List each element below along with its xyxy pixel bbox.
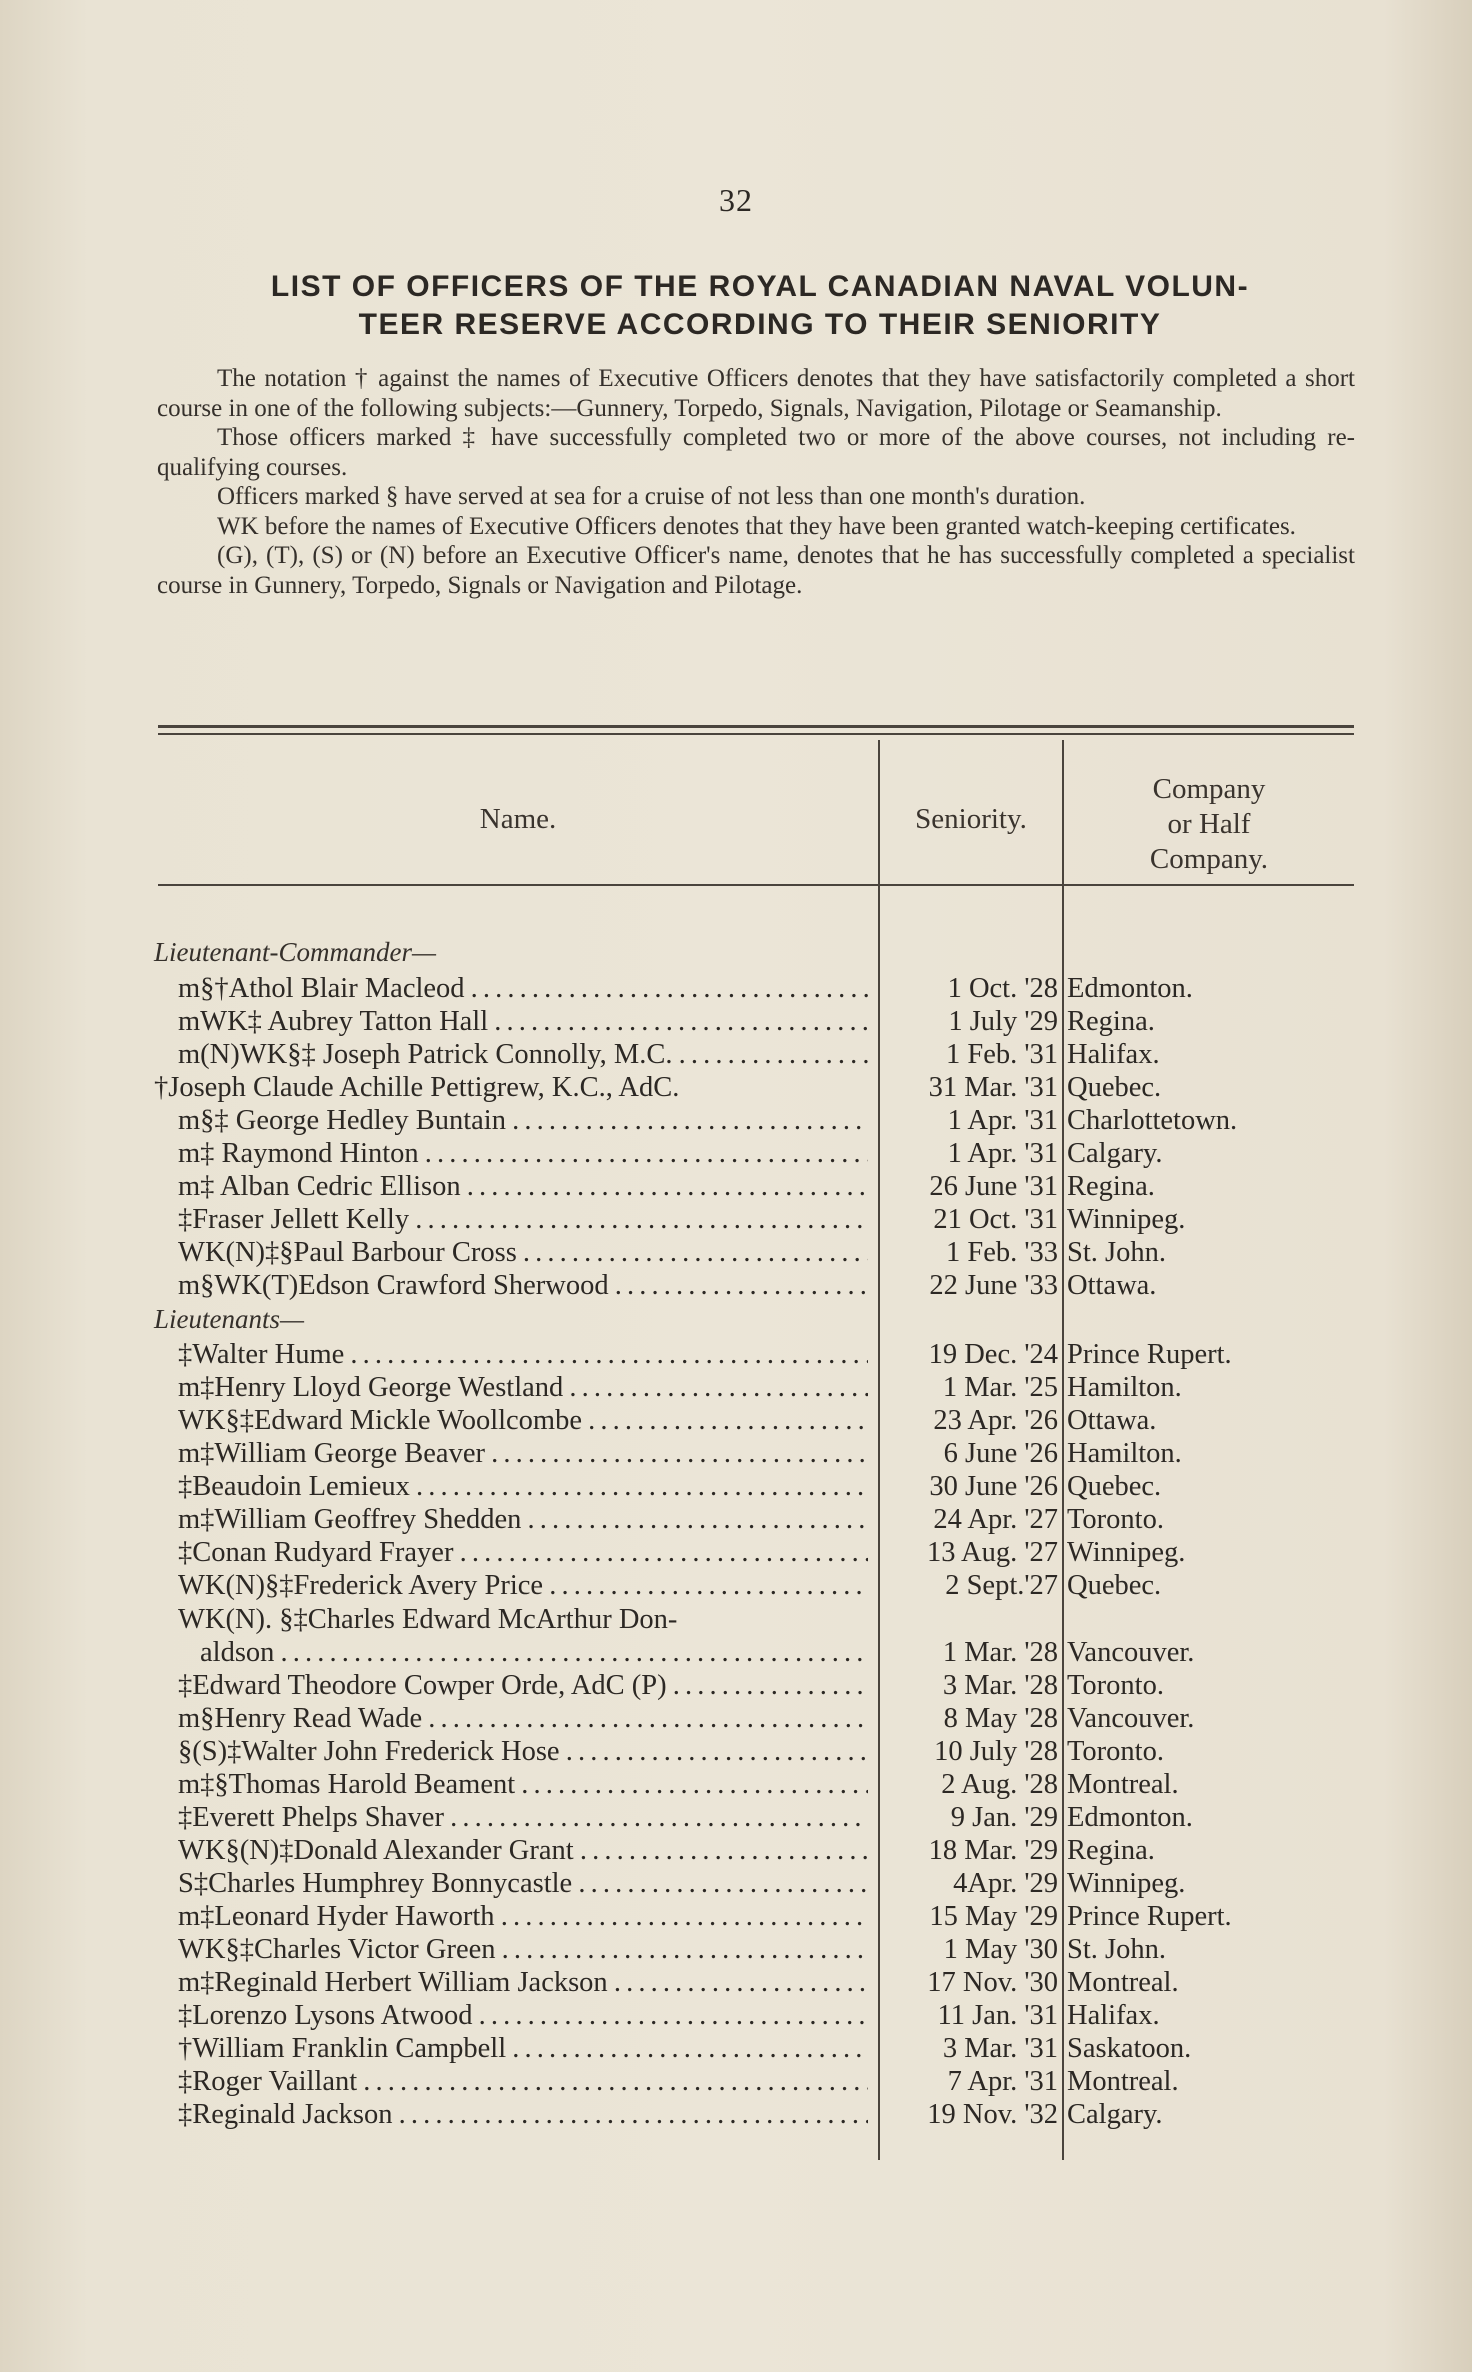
officer-name: ‡Fraser Jellett Kelly . . .	[178, 1203, 868, 1236]
company: Regina.	[1067, 1171, 1155, 1202]
seniority-date: 6 June '26	[943, 1438, 1058, 1469]
seniority-date: 1 May '30	[943, 1934, 1058, 1965]
seniority-date: 1 Oct. '28	[947, 973, 1058, 1004]
officer-name: ‡Roger Vaillant . . .	[178, 2065, 868, 2098]
table-row	[0, 1569, 1472, 1602]
officer-name: m§Henry Read Wade . . .	[178, 1702, 868, 1735]
company: St. John.	[1067, 1237, 1166, 1268]
company: Quebec.	[1067, 1471, 1162, 1502]
seniority-date: 2 Sept.'27	[945, 1570, 1058, 1601]
officer-name: WK§‡Edward Mickle Woollcombe . . .	[178, 1404, 868, 1437]
company: Ottawa.	[1067, 1405, 1157, 1436]
header-company-line: Company.	[1149, 843, 1269, 875]
seniority-date: 21 Oct. '31	[933, 1204, 1058, 1235]
note-paragraph: The notation † against the names of Executive Officers denotes that they have satisfactorily completed a short course in one of the following subjects:—Gunnery, Torpedo, Signals, Navigation, Pilotage or Seamanship.	[157, 365, 1355, 422]
table-top-rule-inner	[158, 733, 1354, 735]
company: Edmonton.	[1067, 973, 1193, 1004]
title-line-1: LIST OF OFFICERS OF THE ROYAL CANADIAN NAVAL VOLUN-	[270, 270, 1250, 303]
seniority-date: 1 Mar. '25	[942, 1372, 1058, 1403]
company: Winnipeg.	[1067, 1537, 1186, 1568]
table-row	[0, 1236, 1472, 1269]
table-row	[0, 1735, 1472, 1768]
officer-name: m‡William Geoffrey Shedden . . .	[178, 1503, 868, 1536]
table-row	[0, 1834, 1472, 1867]
note-paragraph: Those officers marked ‡ have successfully completed two or more of the above courses, not including re-qualifying courses.	[157, 424, 1355, 481]
seniority-date: 1 Mar. '28	[942, 1637, 1058, 1668]
officer-name: ‡Reginald Jackson . . .	[178, 2098, 868, 2131]
seniority-date: 1 July '29	[948, 1006, 1058, 1037]
officer-name: WK(N)§‡Frederick Avery Price . . .	[178, 1569, 868, 1602]
header-name: Name.	[479, 803, 557, 835]
table-row	[0, 1071, 1472, 1104]
company: Ottawa.	[1067, 1270, 1157, 1301]
table-row	[0, 1669, 1472, 1702]
table-row	[0, 1768, 1472, 1801]
officer-name-continued: WK(N). §‡Charles Edward McArthur Don-	[178, 1604, 678, 1635]
company: Halifax.	[1067, 1039, 1160, 1070]
seniority-date: 15 May '29	[929, 1901, 1058, 1932]
company: Montreal.	[1067, 2066, 1179, 2097]
seniority-date: 31 Mar. '31	[928, 1072, 1058, 1103]
seniority-date: 1 Apr. '31	[947, 1138, 1058, 1169]
table-row	[0, 2065, 1472, 2098]
table-row	[0, 1536, 1472, 1569]
table-row	[0, 2032, 1472, 2065]
company: Winnipeg.	[1067, 1204, 1186, 1235]
company: Vancouver.	[1067, 1637, 1195, 1668]
company: Saskatoon.	[1067, 2033, 1192, 2064]
officer-name: WK§(N)‡Donald Alexander Grant . . .	[178, 1834, 868, 1867]
company: Prince Rupert.	[1067, 1339, 1232, 1370]
table-row	[0, 1867, 1472, 1900]
officer-name: †Joseph Claude Achille Pettigrew, K.C., AdC.	[154, 1072, 680, 1103]
seniority-date: 10 July '28	[934, 1736, 1058, 1767]
seniority-date: 23 Apr. '26	[933, 1405, 1058, 1436]
section-label: Lieutenants—	[154, 1304, 305, 1334]
table-row	[0, 1404, 1472, 1437]
officer-name: m‡ Alban Cedric Ellison . . .	[178, 1170, 868, 1203]
explanatory-notes	[157, 364, 1355, 600]
officer-name: m‡Leonard Hyder Haworth . . .	[178, 1900, 868, 1933]
officer-name: m‡Reginald Herbert William Jackson . . .	[178, 1966, 868, 1999]
table-row	[0, 1437, 1472, 1470]
section-label: Lieutenant-Commander—	[154, 937, 436, 967]
table-row	[0, 1338, 1472, 1371]
officer-name: ‡Beaudoin Lemieux . . .	[178, 1470, 868, 1503]
seniority-date: 8 May '28	[943, 1703, 1058, 1734]
company: Montreal.	[1067, 1967, 1179, 1998]
seniority-date: 26 June '31	[929, 1171, 1058, 1202]
company: Prince Rupert.	[1067, 1901, 1232, 1932]
seniority-date: 2 Aug. '28	[941, 1769, 1058, 1800]
table-row	[0, 1170, 1472, 1203]
page-title	[150, 268, 1370, 344]
table-row	[0, 1269, 1472, 1302]
seniority-date: 30 June '26	[929, 1471, 1058, 1502]
officer-name: ‡Walter Hume . . .	[178, 1338, 868, 1371]
officer-name: m‡ Raymond Hinton . . .	[178, 1137, 868, 1170]
table-row	[0, 1203, 1472, 1236]
table-row	[0, 1900, 1472, 1933]
seniority-date: 1 Apr. '31	[947, 1105, 1058, 1136]
officer-name: m§†Athol Blair Macleod . . .	[178, 972, 868, 1005]
table-row	[0, 1801, 1472, 1834]
seniority-date: 1 Feb. '31	[945, 1039, 1058, 1070]
officer-name: S‡Charles Humphrey Bonnycastle . . .	[178, 1867, 868, 1900]
table-row	[0, 1371, 1472, 1404]
company: Regina.	[1067, 1835, 1155, 1866]
note-paragraph: WK before the names of Executive Officers denotes that they have been granted watch-keeping certificates.	[217, 512, 1296, 540]
company: Quebec.	[1067, 1570, 1162, 1601]
table-row	[0, 1104, 1472, 1137]
table-row	[0, 1038, 1472, 1071]
officer-name: ‡Edward Theodore Cowper Orde, AdC (P) . . .	[178, 1669, 868, 1702]
note-paragraph: (G), (T), (S) or (N) before an Executive Officer's name, denotes that he has successfully completed a specialist course in Gunnery, Torpedo, Signals or Navigation and Pilotage.	[157, 542, 1355, 599]
officer-name: †William Franklin Campbell . . .	[178, 2032, 868, 2065]
table-row	[0, 1503, 1472, 1536]
officer-name: m‡William George Beaver . . .	[178, 1437, 868, 1470]
header-company	[1064, 772, 1354, 877]
seniority-date: 13 Aug. '27	[926, 1537, 1058, 1568]
seniority-date: 1 Feb. '33	[945, 1237, 1058, 1268]
officer-name: ‡Lorenzo Lysons Atwood . . .	[178, 1999, 868, 2032]
officer-name: mWK‡ Aubrey Tatton Hall . . .	[178, 1005, 868, 1038]
company: Regina.	[1067, 1006, 1155, 1037]
company: Edmonton.	[1067, 1802, 1193, 1833]
table-row	[0, 2098, 1472, 2131]
officer-name: ‡Conan Rudyard Frayer . . .	[178, 1536, 868, 1569]
note-paragraph: Officers marked § have served at sea for a cruise of not less than one month's duration.	[217, 483, 1086, 510]
seniority-date: 19 Nov. '32	[927, 2099, 1058, 2130]
table-row	[0, 1702, 1472, 1735]
company: Montreal.	[1067, 1769, 1179, 1800]
officer-name: m§WK(T)Edson Crawford Sherwood . . .	[178, 1269, 868, 1302]
header-seniority: Seniority.	[915, 803, 1027, 835]
company: Quebec.	[1067, 1072, 1162, 1103]
seniority-date: 22 June '33	[929, 1270, 1058, 1301]
officer-name: m‡§Thomas Harold Beament . . .	[178, 1768, 868, 1801]
company: St. John.	[1067, 1934, 1166, 1965]
company: Calgary.	[1067, 1138, 1163, 1169]
officer-name: WK§‡Charles Victor Green . . .	[178, 1933, 868, 1966]
company: Winnipeg.	[1067, 1868, 1186, 1899]
company: Toronto.	[1067, 1670, 1164, 1701]
table-row	[0, 972, 1472, 1005]
header-company-line: or Half	[1167, 808, 1251, 840]
officer-name: m‡Henry Lloyd George Westland . . .	[178, 1371, 868, 1404]
header-bottom-rule	[158, 884, 1354, 886]
company: Hamilton.	[1067, 1372, 1182, 1403]
officer-name: ‡Everett Phelps Shaver . . .	[178, 1801, 868, 1834]
company: Charlottetown.	[1067, 1105, 1238, 1136]
table-top-rule	[158, 725, 1354, 728]
company: Hamilton.	[1067, 1438, 1182, 1469]
seniority-date: 3 Mar. '28	[942, 1670, 1058, 1701]
table-row	[0, 1933, 1472, 1966]
table-row	[0, 1966, 1472, 1999]
officer-name: aldson . . .	[200, 1636, 868, 1669]
title-line-2: TEER RESERVE ACCORDING TO THEIR SENIORITY	[358, 308, 1162, 341]
seniority-date: 7 Apr. '31	[947, 2066, 1058, 2097]
officer-name: m§‡ George Hedley Buntain . . .	[178, 1104, 868, 1137]
company: Vancouver.	[1067, 1703, 1195, 1734]
officer-name: m(N)WK§‡ Joseph Patrick Connolly, M.C. . . .	[178, 1038, 868, 1071]
table-row	[0, 1636, 1472, 1669]
seniority-date: 11 Jan. '31	[937, 2000, 1058, 2031]
company: Toronto.	[1067, 1504, 1164, 1535]
officer-name: WK(N)‡§Paul Barbour Cross . . .	[178, 1236, 868, 1269]
officer-name: §(S)‡Walter John Frederick Hose . . .	[178, 1735, 868, 1768]
seniority-date: 4Apr. '29	[953, 1868, 1058, 1899]
table-row	[0, 1005, 1472, 1038]
seniority-date: 17 Nov. '30	[927, 1967, 1058, 1998]
seniority-date: 19 Dec. '24	[928, 1339, 1058, 1370]
seniority-date: 9 Jan. '29	[950, 1802, 1058, 1833]
table-row	[0, 1137, 1472, 1170]
seniority-date: 24 Apr. '27	[933, 1504, 1058, 1535]
page-number: 32	[719, 182, 753, 218]
company: Toronto.	[1067, 1736, 1164, 1767]
seniority-date: 18 Mar. '29	[928, 1835, 1058, 1866]
header-company-line: Company	[1152, 773, 1266, 805]
seniority-date: 3 Mar. '31	[942, 2033, 1058, 2064]
table-row	[0, 1999, 1472, 2032]
company: Calgary.	[1067, 2099, 1163, 2130]
table-row	[0, 1470, 1472, 1503]
company: Halifax.	[1067, 2000, 1160, 2031]
